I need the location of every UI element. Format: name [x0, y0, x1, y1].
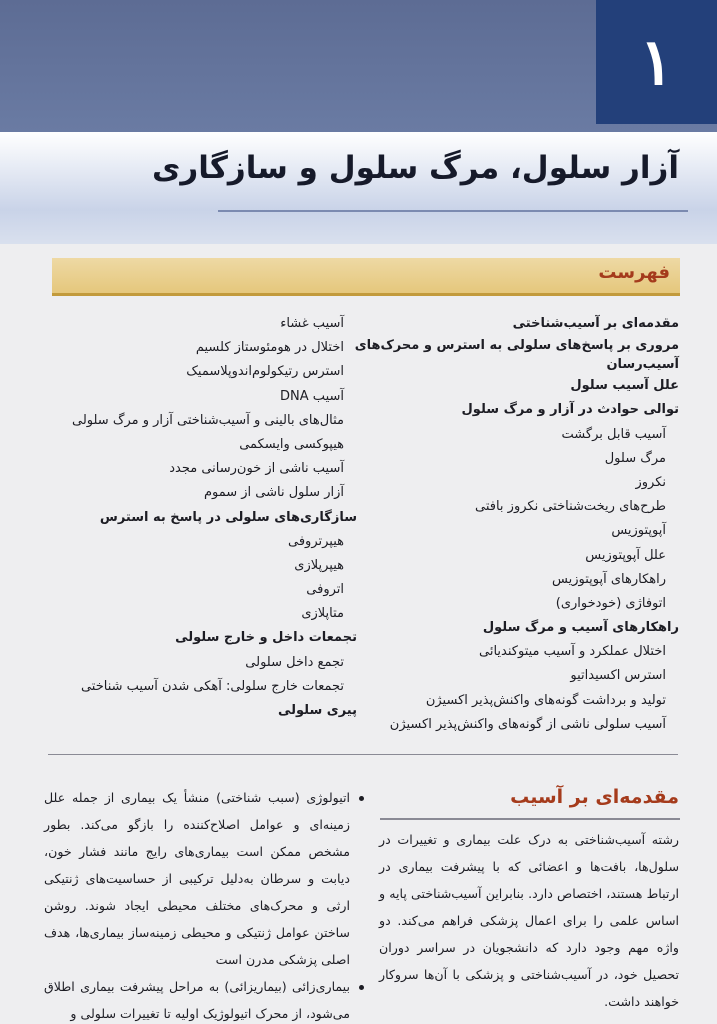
toc-item: مرگ سلول	[604, 450, 666, 466]
chapter-number: ۱	[639, 24, 674, 100]
toc-item: اتوفاژی (خودخواری)	[555, 595, 666, 611]
toc-item: مقدمه‌ای بر آسیب‌شناختی	[512, 316, 679, 331]
toc-item: تجمعات داخل و خارج سلولی	[175, 630, 357, 646]
toc-item: اتروفی	[306, 582, 344, 598]
toc-item: هیپرتروفی	[288, 533, 344, 549]
toc-item: راهکارهای آسیب و مرگ سلول	[482, 620, 679, 636]
toc-item: تجمعات خارج سلولی: آهکی شدن آسیب شناختی	[80, 678, 344, 694]
toc-item: علل آسیب سلول	[570, 378, 679, 394]
toc-header-bar	[52, 258, 680, 296]
chapter-title: آزار سلول، مرگ سلول و سازگاری	[151, 150, 679, 186]
toc-item: راهکارهای آپوپتوزیس	[552, 571, 666, 587]
toc-item: اختلال عملکرد و آسیب میتوکندیائی	[479, 644, 666, 660]
toc-item: آزار سلول ناشی از سموم	[203, 485, 344, 501]
toc-item: آسیب قابل برگشت	[561, 426, 666, 442]
toc-label: فهرست	[598, 262, 670, 283]
toc-item: آسیب‌رسان	[606, 357, 679, 373]
toc-item: استرس اکسیداتیو	[570, 668, 666, 684]
section-divider	[48, 754, 678, 755]
definition-bullets	[44, 784, 364, 1024]
bullet-dot-icon	[359, 796, 364, 801]
intro-heading-rule	[380, 818, 680, 820]
bullet-dot-icon	[359, 985, 364, 990]
toc-item: هیپوکسی وایسکمی	[239, 436, 344, 452]
intro-heading: مقدمه‌ای بر آسیب	[510, 786, 679, 808]
chapter-title-band	[0, 132, 717, 244]
toc-item: آسیب DNA	[280, 388, 344, 404]
bullet-text: اتیولوژی (سبب شناختی) منشأ یک بیماری از جمله علل زمینه‌ای و عوامل اصلاح‌کننده را بازگو می‌کند. بطور مشخص ممکن است بیماری‌های رایج مانند فشار خون، دیابت و سرطان به‌دلیل ترکیبی از حساسیت‌های ژنتیکی ارثی و محرک‌های مختلف محیطی ایجاد شوند. روشن ساختن عوامل ژنتیکی و محیطی زمینه‌ساز بیماری‌ها، هدف اصلی پزشکی مدرن است	[44, 790, 350, 967]
toc-item: پیری سلولی	[278, 703, 357, 718]
intro-paragraph: رشته آسیب‌شناختی به درک علت بیماری و تغییرات در سلول‌ها، بافت‌ها و اعضائی که با پیشرفت بیماری در ارتباط هستند، اختصاص دارد. بنابراین آسیب‌شناختی پایه و اساس علمی را برای اعمال پزشکی فراهم می‌کند. دو واژه مهم وجود دارد که دانشجویان در سراسر دوران تحصیل خود، در آسیب‌شناختی و پزشکی با آن‌ها سروکار خواهند داشت.	[379, 832, 679, 1009]
toc-left-column	[67, 312, 357, 723]
toc-item: آسیب سلولی ناشی از گونه‌های واکنش‌پذیر اکسیژن	[389, 716, 666, 732]
toc-right-column	[354, 312, 679, 737]
toc-item: مروری بر پاسخ‌های سلولی به استرس و محرک‌های	[354, 338, 679, 354]
chapter-number-box	[596, 0, 717, 124]
toc-item: توالی حوادث در آزار و مرگ سلول	[461, 402, 679, 418]
toc-item: هیپرپلازی	[294, 557, 344, 573]
title-underline	[218, 210, 688, 212]
toc-item: سازگاری‌های سلولی در پاسخ به استرس	[99, 509, 357, 525]
toc-item: تجمع داخل سلولی	[245, 654, 344, 670]
toc-item: اختلال در هومئوستاز کلسیم	[195, 340, 344, 356]
toc-item: علل آپوپتوزیس	[585, 547, 666, 563]
toc-item: آسیب غشاء	[280, 316, 344, 331]
toc-item: تولید و برداشت گونه‌های واکنش‌پذیر اکسیژن	[425, 692, 666, 708]
toc-item: متاپلازی	[301, 606, 344, 622]
toc-item: استرس رتیکولوم‌اندوپلاسمیک	[186, 364, 344, 380]
bullet-text: بیماری‌زائی (بیماریزائی) به مراحل پیشرفت بیماری اطلاق می‌شود، از محرک اتیولوژیک اولیه تا تغییرات سلولی و	[44, 979, 350, 1021]
bullet-item	[44, 973, 364, 1024]
toc-item: آسیب ناشی از خون‌رسانی مجدد	[169, 461, 344, 477]
bullet-item	[44, 784, 364, 973]
toc-item: مثال‌های بالینی و آسیب‌شناختی آزار و مرگ سلولی	[71, 412, 344, 428]
toc-item: طرح‌های ریخت‌شناختی نکروز بافتی	[474, 499, 666, 515]
toc-item: نکروز	[635, 474, 666, 490]
toc-item: آپوپتوزیس	[611, 523, 666, 539]
